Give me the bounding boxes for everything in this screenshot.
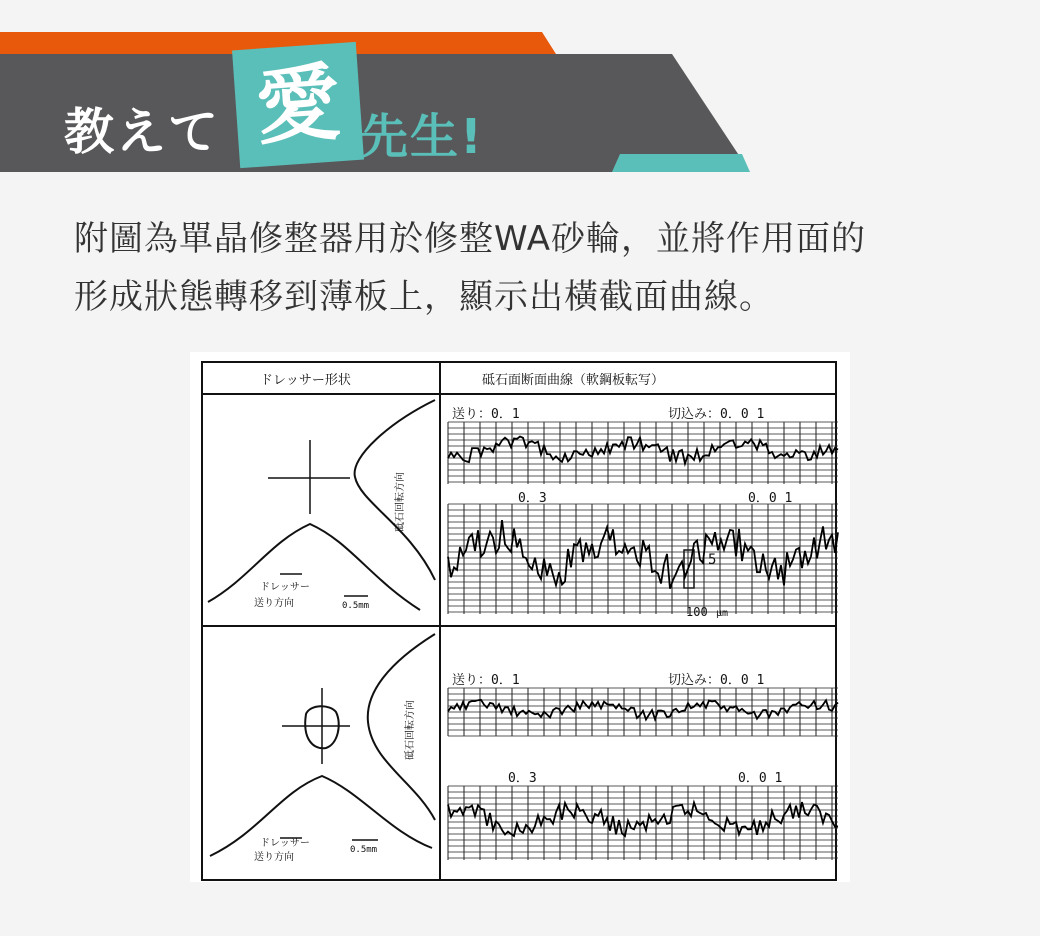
banner-title-badge	[232, 42, 364, 168]
banner-title-right: 先生!	[360, 109, 484, 165]
feed-dir-top: 送り方向	[254, 598, 294, 609]
scale-x-unit: μm	[716, 608, 729, 619]
dresser-label-top: ドレッサー	[260, 582, 310, 593]
scale-label-top: 0.5mm	[342, 601, 370, 611]
feed-dir-bottom: 送り方向	[254, 852, 294, 863]
description-line-1: 附圖為單晶修整器用於修整WA砂輪，並將作用面的	[74, 219, 867, 259]
cut-label-top: 切込み：0．0 1	[668, 407, 765, 422]
dresser-label-bottom: ドレッサー	[260, 838, 310, 849]
lower-left-label-top: 0．3	[518, 491, 547, 506]
cut-label-bottom: 切込み：0．0 1	[668, 673, 765, 688]
profile-grids	[448, 422, 838, 860]
banner-title-left: 教えて	[64, 103, 220, 161]
header-profile: 砥石面断面曲線（軟鋼板転写）	[482, 373, 665, 388]
profile-panel-3	[448, 688, 838, 736]
teal-accent	[612, 154, 750, 172]
scanned-figure	[190, 352, 850, 882]
scale-y-label: 5	[708, 552, 717, 568]
description-line-2: 形成狀態轉移到薄板上，顯示出橫截面曲線。	[74, 277, 774, 317]
vertical-label-top: 砥石回転方向	[395, 472, 406, 532]
description-paragraph	[74, 210, 974, 326]
profile-panel-2	[448, 504, 838, 614]
vertical-label-bottom: 砥石回転方向	[405, 700, 416, 760]
scale-x-label: 100	[686, 605, 708, 619]
badge-char: 愛	[252, 53, 344, 157]
header-dresser-shape: ドレッサー形状	[260, 373, 351, 388]
scale-label-bottom: 0.5mm	[350, 845, 378, 855]
figure-drawing	[190, 352, 850, 882]
lower-right-label-bottom: 0．0 1	[738, 771, 783, 786]
feed-label-bottom: 送り：0．1	[452, 673, 520, 688]
profile-panel-4	[448, 786, 838, 860]
lower-left-label-bottom: 0．3	[508, 771, 537, 786]
profile-panel-1	[448, 422, 838, 484]
feed-label-top: 送り：0．1	[452, 407, 520, 422]
lower-right-label-top: 0．0 1	[748, 491, 793, 506]
header-banner	[0, 0, 1040, 190]
